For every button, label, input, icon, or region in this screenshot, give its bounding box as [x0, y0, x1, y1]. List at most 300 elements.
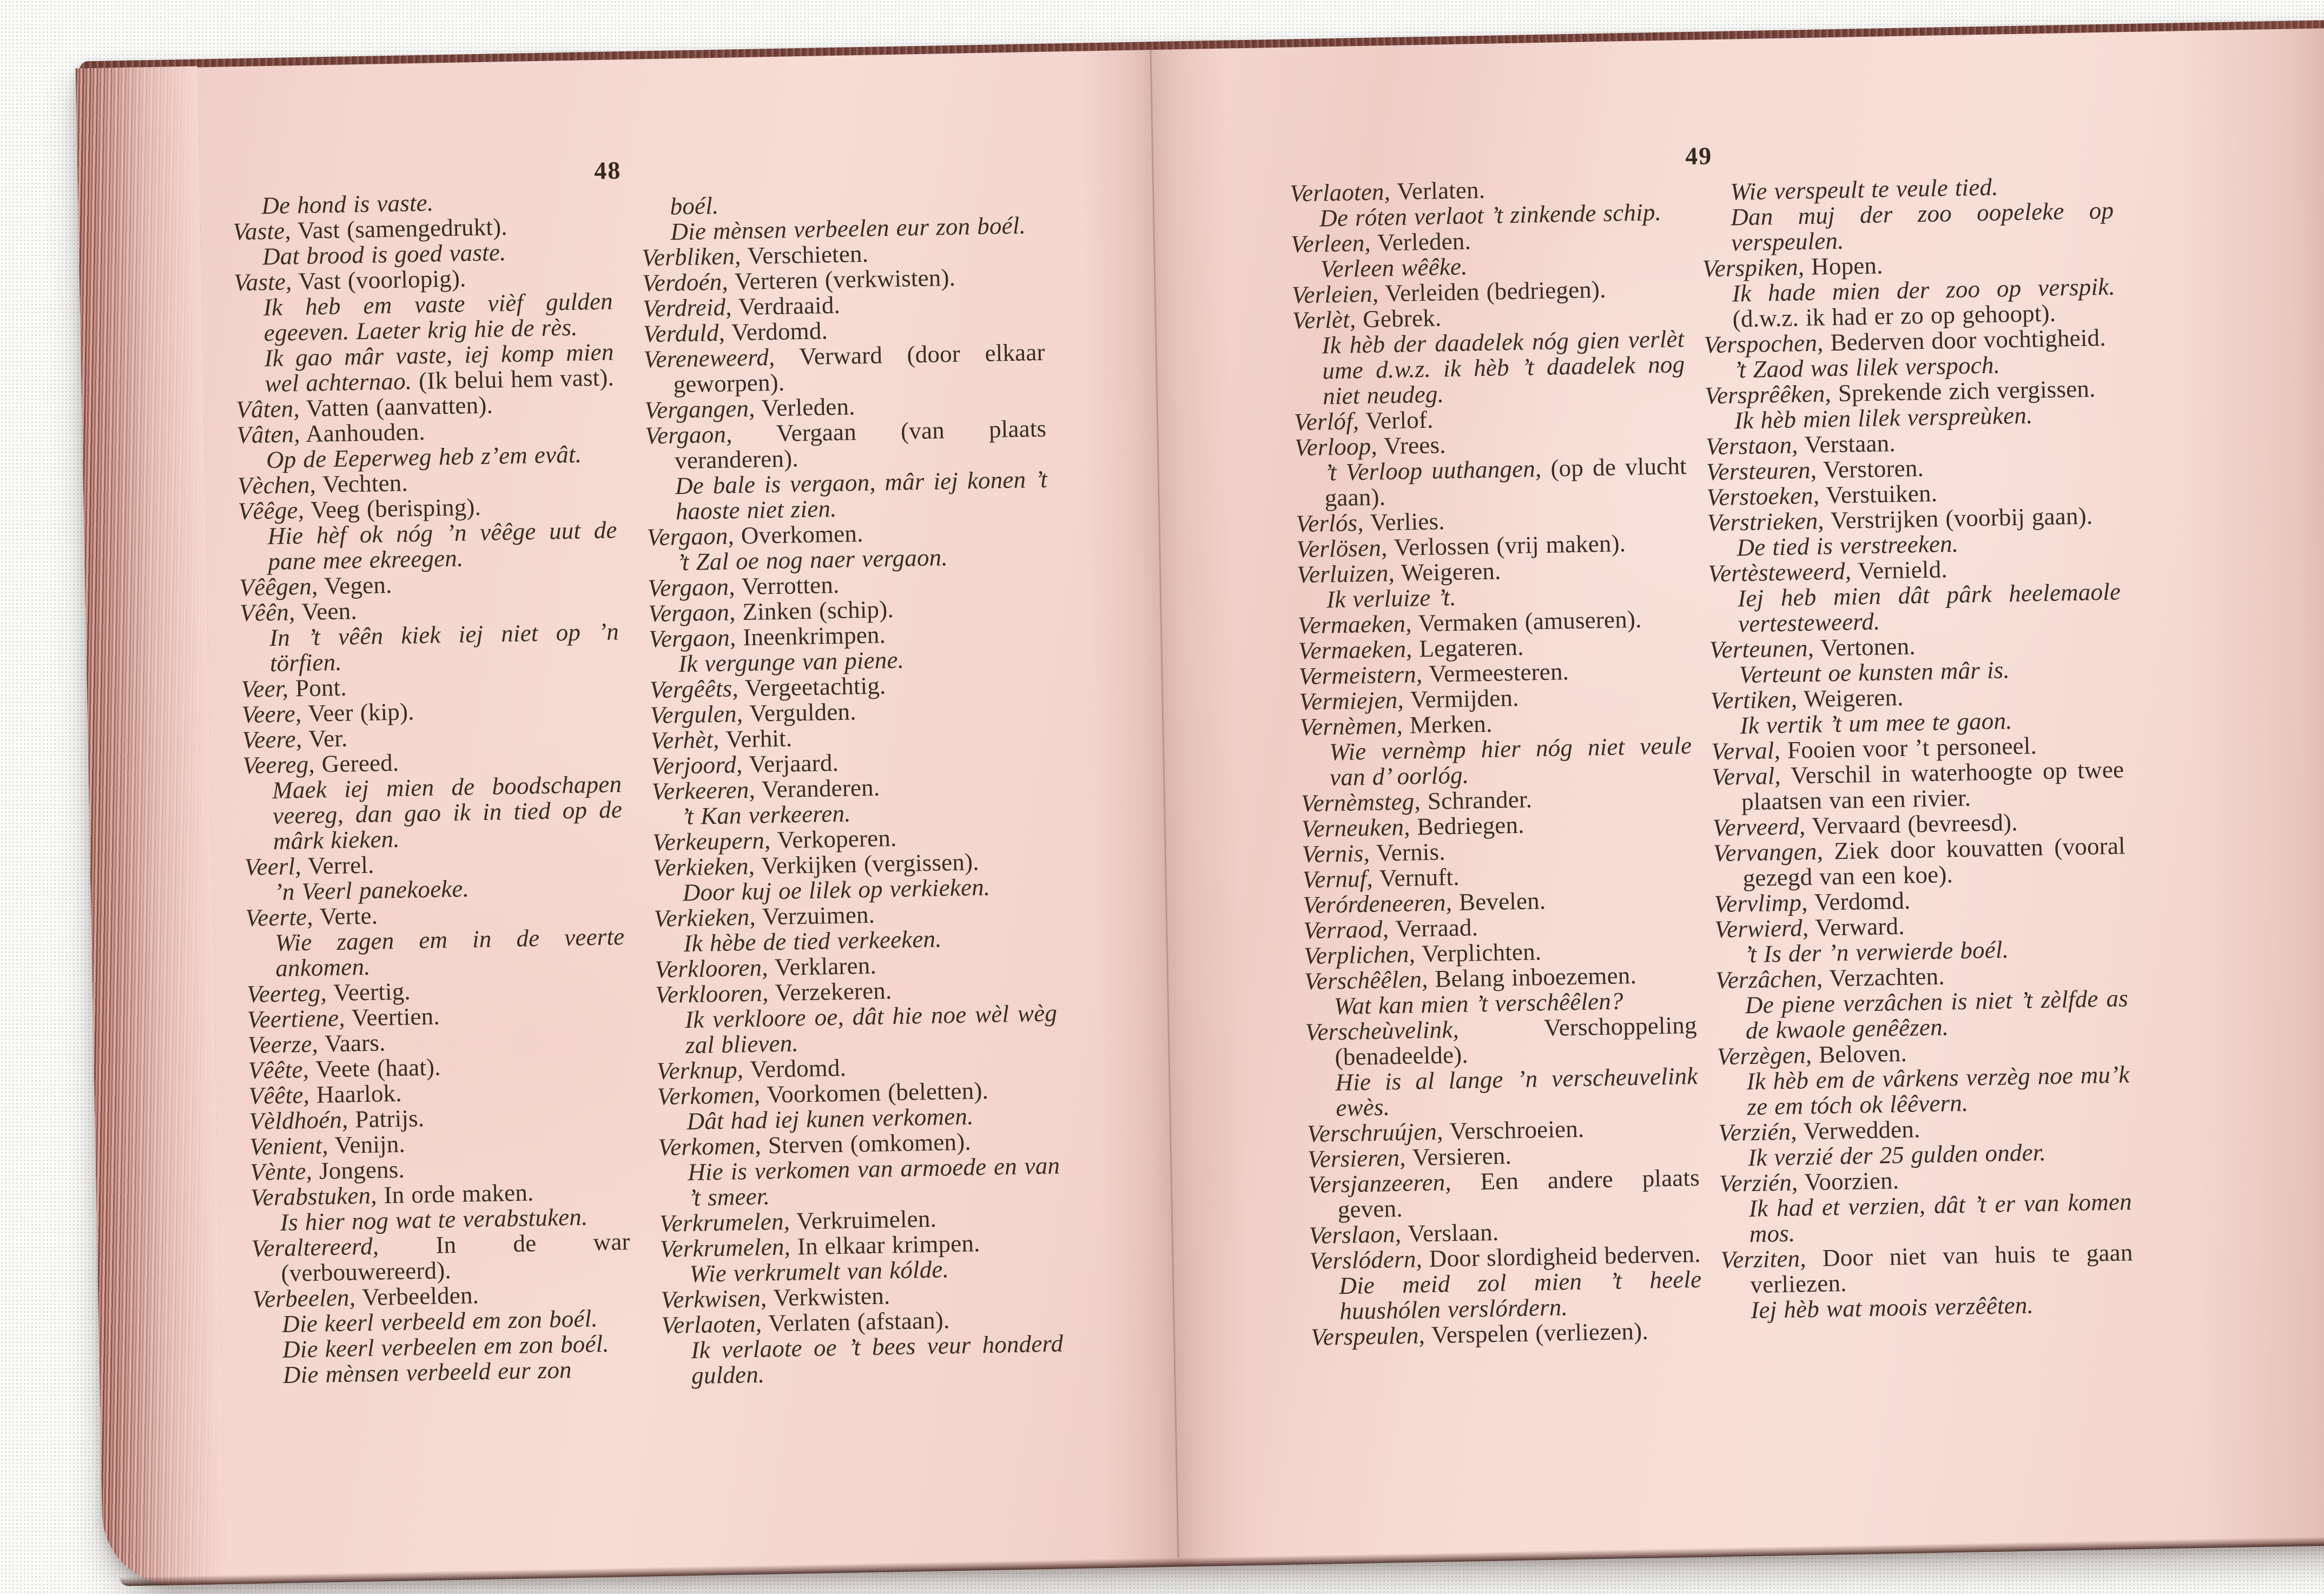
dictionary-entry: [1713, 833, 2126, 891]
headword: Vermaeken,: [1297, 610, 1412, 639]
dictionary-entry: [1720, 1240, 2134, 1298]
dictionary-column-left-2: [641, 187, 1064, 1389]
example-sentence: [1721, 1291, 2134, 1324]
headword: Verkieken,: [653, 903, 756, 932]
headword: Verval,: [1711, 737, 1781, 765]
translation: Verzuimen.: [755, 901, 875, 930]
book-spine-shadow: [1079, 41, 1253, 1568]
example-text: Is hier nog wat te verabstuken.: [280, 1203, 588, 1236]
open-book: [76, 20, 2324, 1586]
translation: Vertonen.: [1813, 632, 1916, 662]
example-text: ’t Is der ’n verwierde boél.: [1744, 936, 2009, 968]
example-sentence: [1708, 579, 2122, 637]
translation: Beloven.: [1811, 1039, 1907, 1069]
headword: Verórdeneeren,: [1303, 889, 1452, 919]
example-sentence: [646, 467, 1048, 525]
translation: Vermijden.: [1403, 684, 1520, 713]
translation: Voorzien.: [1797, 1167, 1899, 1196]
translation: Sprekende zich vergissen.: [1831, 375, 2096, 407]
translation: Verklaren.: [768, 951, 877, 981]
headword: Verspeulen,: [1310, 1321, 1425, 1351]
headword: Verloop,: [1294, 432, 1378, 461]
example-text: Wat kan mien ’t verschêêlen?: [1333, 987, 1624, 1020]
example-sentence: [240, 619, 620, 677]
translation: Veertig.: [326, 977, 411, 1007]
headword: Vervangen,: [1713, 837, 1824, 867]
example-sentence: [1292, 326, 1685, 409]
translation: Veer (kip).: [301, 698, 415, 727]
headword: Verzègen,: [1716, 1041, 1812, 1070]
example-text: Wie zagen em in de veerte ankomen.: [274, 923, 625, 982]
translation: Merken.: [1402, 710, 1493, 739]
example-text: Ik verlaote oe ’t bees veur honderd gulden.: [690, 1330, 1064, 1390]
translation: Verschoppeling (benadeelde).: [1335, 1011, 1698, 1071]
translation: Vergaan (van plaats veranderen).: [674, 414, 1047, 474]
translation: Overkomen.: [734, 520, 864, 550]
example-text: Wie vernèmp hier nóg niet veule van d’ oorlóg.: [1329, 732, 1692, 791]
example-sentence: [243, 771, 623, 855]
translation: Jongens.: [312, 1155, 405, 1185]
headword: Verval,: [1711, 762, 1781, 791]
example-text: De tied is verstreeken.: [1737, 530, 1959, 561]
headword: Versjanzeeren,: [1308, 1168, 1452, 1199]
example-text: In ’t vêên kiek iej niet op ’n törfien.: [269, 618, 619, 677]
translation: Verteren (verkwisten).: [728, 263, 956, 295]
translation: Vaars.: [318, 1029, 386, 1057]
translation: Patrijs.: [347, 1104, 425, 1133]
translation: Verdomd.: [743, 1054, 847, 1083]
headword: Vernèmen,: [1299, 711, 1403, 741]
example-text: Ik hèb em de vârkens verzèg noe mu’k ze em tóch ok lêêvern.: [1746, 1061, 2130, 1121]
translation: In elkaar krimpen.: [790, 1229, 981, 1260]
headword: Verbeelen,: [252, 1284, 356, 1313]
translation: Verdraaid.: [731, 291, 841, 321]
headword: Verneuken,: [1301, 813, 1410, 843]
example-text: Die mènsen verbeelen eur zon boél.: [670, 211, 1026, 246]
translation: Verdomd.: [1807, 887, 1911, 916]
headword: Verraod,: [1303, 915, 1389, 944]
example-text: Hie hèf ok nóg ’n vêêge uut de pane mee ekreegen.: [267, 516, 618, 576]
headword: Verduld,: [643, 319, 725, 348]
headword: Verstrieken,: [1707, 507, 1825, 537]
headword: Vèldhoén,: [249, 1106, 348, 1135]
headword: Vernis,: [1302, 839, 1370, 868]
translation: Sterven (omkomen).: [761, 1128, 972, 1159]
translation: Aanhouden.: [300, 418, 426, 448]
example-text: Die meid zol mien ’t heele huushólen verslórdern.: [1338, 1265, 1702, 1325]
translation: Verward (door elkaar geworpen).: [673, 338, 1046, 398]
example-sentence: [254, 1356, 633, 1388]
headword: Verluizen,: [1296, 559, 1395, 588]
headword: Verdoén,: [642, 268, 729, 297]
headword: Verabstuken,: [250, 1181, 378, 1211]
translation: In orde maken.: [377, 1179, 534, 1209]
headword: Verspochen,: [1704, 329, 1824, 359]
translation: Vernis.: [1369, 838, 1446, 867]
headword: Vergaon,: [648, 573, 736, 602]
example-sentence: [238, 517, 618, 575]
translation: Verlossen (vrij maken).: [1387, 530, 1626, 561]
dictionary-entry: [1308, 1165, 1701, 1223]
example-text: Iej heb mien dât pârk heelemaole vertesteweerd.: [1737, 578, 2121, 638]
example-sentence: [1310, 1267, 1702, 1325]
translation: Vrees.: [1377, 431, 1447, 460]
dictionary-entry: [251, 1229, 631, 1287]
translation: Verleden.: [755, 393, 856, 422]
headword: Versprêêken,: [1704, 380, 1832, 409]
headword: Verscheùvelink,: [1305, 1015, 1460, 1046]
headword: Vâten,: [236, 420, 301, 449]
example-text: Ik hèb der daadelek nóg gien verlèt ume d.w.z. ik hèb ’t daadelek nog niet neudeg.: [1322, 325, 1685, 410]
translation: Verjaard.: [742, 749, 839, 778]
headword: Verslaon,: [1309, 1220, 1402, 1249]
example-text: Dat brood is goed vaste.: [262, 239, 506, 270]
translation: Verward.: [1808, 912, 1905, 942]
headword: Vêêgen,: [239, 572, 318, 601]
translation: Veranderen.: [755, 773, 880, 803]
example-sentence: [246, 924, 625, 982]
headword: Verplichen,: [1303, 940, 1416, 970]
translation: Verwedden.: [1797, 1115, 1920, 1145]
example-text: Hie is verkomen van armoede en van ’t smeer.: [687, 1152, 1060, 1212]
translation: Vast (samengedrukt).: [290, 213, 508, 244]
translation: Vernuft.: [1372, 863, 1460, 892]
headword: Verkeupern,: [652, 826, 771, 856]
example-text: Ik hèb mien lilek verspreùken.: [1734, 401, 2033, 434]
headword: Verkomen,: [658, 1132, 762, 1161]
headword: Veertiene,: [247, 1004, 346, 1034]
headword: Vêête,: [248, 1081, 310, 1109]
headword: Verschêêlen,: [1304, 965, 1429, 995]
headword: Verleen,: [1290, 229, 1371, 258]
headword: Veerte,: [245, 903, 314, 932]
example-text: Ik verzié der 25 gulden onder.: [1747, 1139, 2046, 1172]
headword: Veerl,: [244, 852, 302, 881]
headword: Vermiejen,: [1299, 686, 1404, 716]
example-text: Dan muj der zoo oopeleke op verspeulen.: [1730, 196, 2114, 256]
headword: Vâten,: [235, 395, 300, 424]
translation: Venijn.: [328, 1130, 406, 1159]
example-text: Ik heb em vaste vièf gulden egeeven. Laeter krig hie de rès.: [263, 287, 613, 347]
headword: Vermaeken,: [1298, 635, 1412, 665]
translation: Belang inboezemen.: [1428, 961, 1637, 993]
translation: Veertien.: [345, 1002, 440, 1031]
headword: Verkieken,: [652, 852, 755, 882]
example-sentence: [662, 1331, 1064, 1389]
headword: Verknup,: [656, 1056, 744, 1085]
translation: Ver.: [301, 724, 348, 753]
example-text: Wie verspeult te veule tied.: [1729, 173, 1998, 206]
translation: Pont.: [288, 673, 347, 702]
dictionary-column-left-1: [232, 187, 632, 1388]
headword: Verwierd,: [1714, 914, 1809, 943]
headword: Verleien,: [1291, 280, 1379, 309]
translation: Verlaten.: [1390, 176, 1485, 206]
headword: Vêên,: [239, 598, 295, 627]
headword: Veereg,: [242, 750, 315, 779]
example-text: boél.: [670, 191, 719, 220]
example-text: Verleen wêêke.: [1320, 253, 1468, 283]
headword: Vergaon,: [648, 624, 736, 653]
example-text: ’t Zaod was lilek verspoch.: [1733, 351, 2001, 383]
headword: Verkwisen,: [661, 1284, 767, 1314]
book-left-page-stack: [76, 66, 225, 1586]
example-sentence: [1295, 453, 1687, 511]
translation: Een andere plaats geven.: [1337, 1163, 1700, 1223]
headword: Vergaon,: [648, 598, 736, 627]
translation: Verrotten.: [735, 571, 840, 600]
example-text: ’n Veerl panekoeke.: [274, 875, 470, 906]
headword: Vertèsteweerd,: [1707, 557, 1852, 587]
headword: Verzâchen,: [1715, 964, 1823, 994]
translation: Weigeren.: [1797, 683, 1904, 713]
headword: Veerze,: [247, 1030, 319, 1059]
translation: Legateren.: [1412, 633, 1524, 663]
headword: Verbliken,: [641, 242, 741, 272]
example-text: De róten verlaot ’t zinkende schip.: [1319, 198, 1662, 232]
dictionary-entry: [1712, 757, 2125, 815]
dictionary-entry: [1311, 1318, 1703, 1350]
translation: Veeg (berisping).: [303, 493, 481, 524]
example-sentence: [1719, 1189, 2132, 1247]
translation: Haarlok.: [309, 1079, 402, 1108]
translation: Verplichten.: [1415, 938, 1542, 968]
headword: Verlèt,: [1292, 306, 1356, 334]
translation: Verzekeren.: [768, 977, 892, 1007]
translation: Veen.: [294, 597, 358, 626]
example-text: Die keerl verbeeld em zon boél.: [281, 1305, 598, 1338]
headword: Veerteg,: [246, 979, 327, 1008]
example-sentence: [1716, 985, 2129, 1044]
translation: Voorkomen (beletten).: [760, 1076, 989, 1108]
example-text: De piene verzâchen is niet ’t zèlfde as de kwaole genêêzen.: [1745, 984, 2129, 1044]
dictionary-column-right-1: [1290, 174, 1702, 1350]
translation: Verspelen (verliezen).: [1424, 1317, 1649, 1349]
translation: Verslaan.: [1401, 1218, 1499, 1247]
example-text: Op de Eeperweg heb z’em evât.: [266, 440, 582, 474]
example-sentence: [1717, 1062, 2130, 1120]
translation: Verte.: [313, 902, 378, 930]
example-text: Ik had et verzien, dât ’t er van komen mos.: [1748, 1188, 2132, 1248]
translation: Weigeren.: [1394, 557, 1501, 587]
example-text: Ik hade mien der zoo op verspik.: [1732, 273, 2116, 307]
example-text: Die keerl verbeelen em zon boél.: [282, 1330, 610, 1363]
headword: Vergangen,: [644, 394, 755, 424]
headword: Verkomen,: [657, 1081, 761, 1110]
translation: Verstrijken (voorbij gaan).: [1824, 502, 2093, 534]
translation: Vegen.: [317, 571, 392, 600]
translation: Fooien voor ’t personeel.: [1780, 732, 2037, 764]
example-text: Ik gao mâr vaste, iej komp mien wel achternao.: [264, 338, 614, 398]
headword: Verstaon,: [1705, 431, 1799, 460]
headword: Vergulen,: [650, 700, 743, 729]
headword: Verjoord,: [651, 751, 743, 780]
translation: Verkoperen.: [770, 824, 897, 854]
example-text: ’t Verloop uuthangen,: [1324, 454, 1551, 486]
headword: Verlaoten,: [1289, 178, 1391, 207]
headword: Verslódern,: [1309, 1245, 1423, 1275]
translation: Verlies.: [1363, 507, 1445, 537]
example-sentence: [235, 339, 615, 397]
headword: Verklooren,: [655, 979, 769, 1009]
headword: Verteunen,: [1709, 634, 1814, 664]
translation: Vechten.: [315, 469, 408, 498]
translation: Verhit.: [719, 724, 793, 753]
translation: Verlof.: [1358, 406, 1434, 435]
headword: Verziten,: [1720, 1245, 1807, 1274]
example-note: (d.w.z. ik had er zo op gehoopt).: [1732, 299, 2056, 333]
headword: Vêêge,: [237, 496, 305, 525]
headword: Versieren,: [1307, 1143, 1407, 1173]
book-right-edge-shade: [2174, 20, 2324, 1548]
headword: Vaste,: [233, 268, 292, 296]
translation: Ziek door kouvatten (vooral gezegd van een koe).: [1742, 832, 2126, 892]
translation: Verraad.: [1388, 914, 1478, 943]
translation: Verbeelden.: [355, 1281, 479, 1311]
dictionary-entry: [643, 340, 1046, 398]
translation: Verlaten (afstaan).: [761, 1306, 950, 1337]
example-text: Dât had iej kunen verkomen.: [686, 1102, 974, 1135]
example-text: Wie verkrumelt van kólde.: [689, 1255, 949, 1288]
dictionary-column-right-2: [1701, 173, 2134, 1324]
dictionary-entry: [1305, 1013, 1698, 1070]
translation: Zinken (schip).: [735, 595, 894, 626]
translation: Door slordigheid bederven.: [1422, 1240, 1701, 1273]
translation: Verkruimelen.: [789, 1205, 937, 1235]
headword: Verzién,: [1719, 1168, 1798, 1198]
translation: Vernield.: [1851, 555, 1948, 585]
translation: Bedriegen.: [1410, 811, 1525, 841]
example-text: Ik vertik ’t um mee te gaon.: [1740, 707, 2013, 739]
example-sentence: [658, 1153, 1061, 1212]
headword: Verkrumelen,: [659, 1233, 791, 1263]
translation: Verschroeien.: [1443, 1115, 1584, 1145]
example-note: (op de vlucht gaan).: [1324, 452, 1687, 512]
translation: Vergulden.: [742, 698, 857, 727]
translation: Verstuiken.: [1819, 479, 1938, 509]
translation: Verstaan.: [1798, 429, 1896, 459]
translation: Schrander.: [1420, 785, 1533, 815]
example-text: Ik vergunge van piene.: [678, 646, 904, 678]
headword: Verklooren,: [654, 954, 769, 983]
translation: In de war (verbouwereerd).: [281, 1228, 631, 1287]
translation: Verzachten.: [1822, 962, 1945, 992]
headword: Verlós,: [1296, 509, 1364, 538]
translation: Versieren.: [1405, 1142, 1512, 1171]
headword: Vergêêts,: [649, 674, 739, 704]
example-sentence: [1306, 1063, 1699, 1121]
translation: Verschieten.: [741, 240, 869, 270]
headword: Vernuf,: [1302, 864, 1374, 894]
headword: Verzién,: [1718, 1117, 1798, 1147]
example-sentence: [656, 1001, 1058, 1059]
headword: Veere,: [241, 700, 302, 729]
translation: Door niet van huis te gaan verliezen.: [1750, 1239, 2133, 1299]
example-sentence: [234, 288, 613, 346]
headword: Vernèmsteg,: [1300, 788, 1421, 817]
headword: Veer,: [241, 674, 289, 703]
headword: Vervlimp,: [1714, 889, 1808, 918]
example-sentence: [1702, 274, 2116, 333]
translation: Gebrek.: [1355, 304, 1442, 333]
headword: Vertiken,: [1710, 685, 1798, 715]
example-text: De bale is vergaon, mâr iej konen ’t haoste niet zien.: [675, 465, 1048, 525]
headword: Vènte,: [249, 1157, 313, 1186]
translation: Gereed.: [314, 749, 399, 778]
headword: Verhèt,: [650, 725, 719, 755]
headword: Veraltereerd,: [251, 1232, 379, 1262]
translation: Vatten (aanvatten).: [299, 391, 493, 422]
headword: Vêête,: [248, 1055, 309, 1084]
translation: Verstoren.: [1816, 454, 1924, 484]
example-note: (Ik belui hem vast).: [418, 363, 615, 395]
headword: Verstoeken,: [1706, 481, 1820, 511]
translation: Verrel.: [301, 851, 374, 880]
example-text: ’t Kan verkeeren.: [681, 799, 851, 830]
dictionary-entry: [645, 416, 1047, 474]
headword: Vergaon,: [646, 522, 735, 551]
translation: Vast (voorlopig).: [292, 264, 466, 295]
example-text: Die mènsen verbeeld eur zon: [282, 1356, 572, 1388]
headword: Versteuren,: [1706, 456, 1817, 486]
translation: Verkwisten.: [766, 1282, 890, 1312]
translation: Bederven door vochtigheid.: [1823, 323, 2107, 356]
example-sentence: [1701, 198, 2115, 256]
translation: Vervaard (bevreesd).: [1805, 808, 2018, 840]
translation: Veete (haat).: [308, 1053, 441, 1083]
example-text: Hie is al lange ’n verscheuvelink ewès.: [1335, 1062, 1698, 1122]
headword: Verkeeren,: [651, 776, 756, 805]
headword: Verveerd,: [1712, 812, 1806, 842]
translation: Vermeesteren.: [1422, 658, 1569, 688]
headword: Verspiken,: [1702, 253, 1805, 282]
headword: Verlóf,: [1293, 407, 1359, 436]
headword: Vermeistern,: [1298, 660, 1423, 690]
headword: Venient,: [249, 1132, 329, 1160]
translation: Vermaken (amuseren).: [1411, 605, 1642, 637]
translation: Bevelen.: [1451, 887, 1546, 916]
page-number-left: 48: [593, 156, 622, 184]
example-text: Ik verluize ’t.: [1326, 583, 1457, 613]
headword: Vereneweerd,: [643, 343, 775, 373]
translation: Verdomd.: [724, 317, 828, 346]
example-text: Iej hèb wat moois verzêêten.: [1750, 1291, 2034, 1324]
example-text: ’t Zal oe nog naer vergaon.: [676, 544, 948, 576]
example-text: Ik hèbe de tied verkeeken.: [683, 925, 942, 957]
page-number-right: 49: [1685, 142, 1713, 170]
headword: Veere,: [242, 725, 302, 754]
translation: Verkijken (vergissen).: [754, 848, 980, 879]
example-text: Ik verkloore oe, dât hie noe wèl wèg zal blieven.: [684, 999, 1058, 1059]
headword: Vèchen,: [237, 471, 316, 500]
headword: Verlösen,: [1296, 534, 1388, 563]
headword: Verdreid,: [642, 293, 732, 322]
translation: Verleden.: [1370, 227, 1471, 256]
example-text: Verteunt oe kunsten mâr is.: [1739, 656, 2010, 689]
headword: Vaste,: [232, 217, 292, 246]
example-text: Maek iej mien de boodschapen veereg, dan gao ik in tied op de mârk kieken.: [272, 770, 623, 855]
headword: Verschruújen,: [1306, 1117, 1443, 1148]
translation: Verschil in waterhoogte op twee plaatsen van een rivier.: [1741, 756, 2124, 816]
example-text: Door kuj oe lilek op verkieken.: [682, 873, 991, 907]
example-text: De hond is vaste.: [261, 189, 434, 220]
headword: Vergaon,: [644, 420, 732, 449]
translation: Hopen.: [1804, 252, 1884, 281]
translation: Ineenkrimpen.: [735, 621, 886, 651]
example-sentence: [1300, 733, 1693, 791]
headword: Verlaoten,: [661, 1309, 762, 1339]
headword: Verkrumelen,: [659, 1207, 790, 1238]
